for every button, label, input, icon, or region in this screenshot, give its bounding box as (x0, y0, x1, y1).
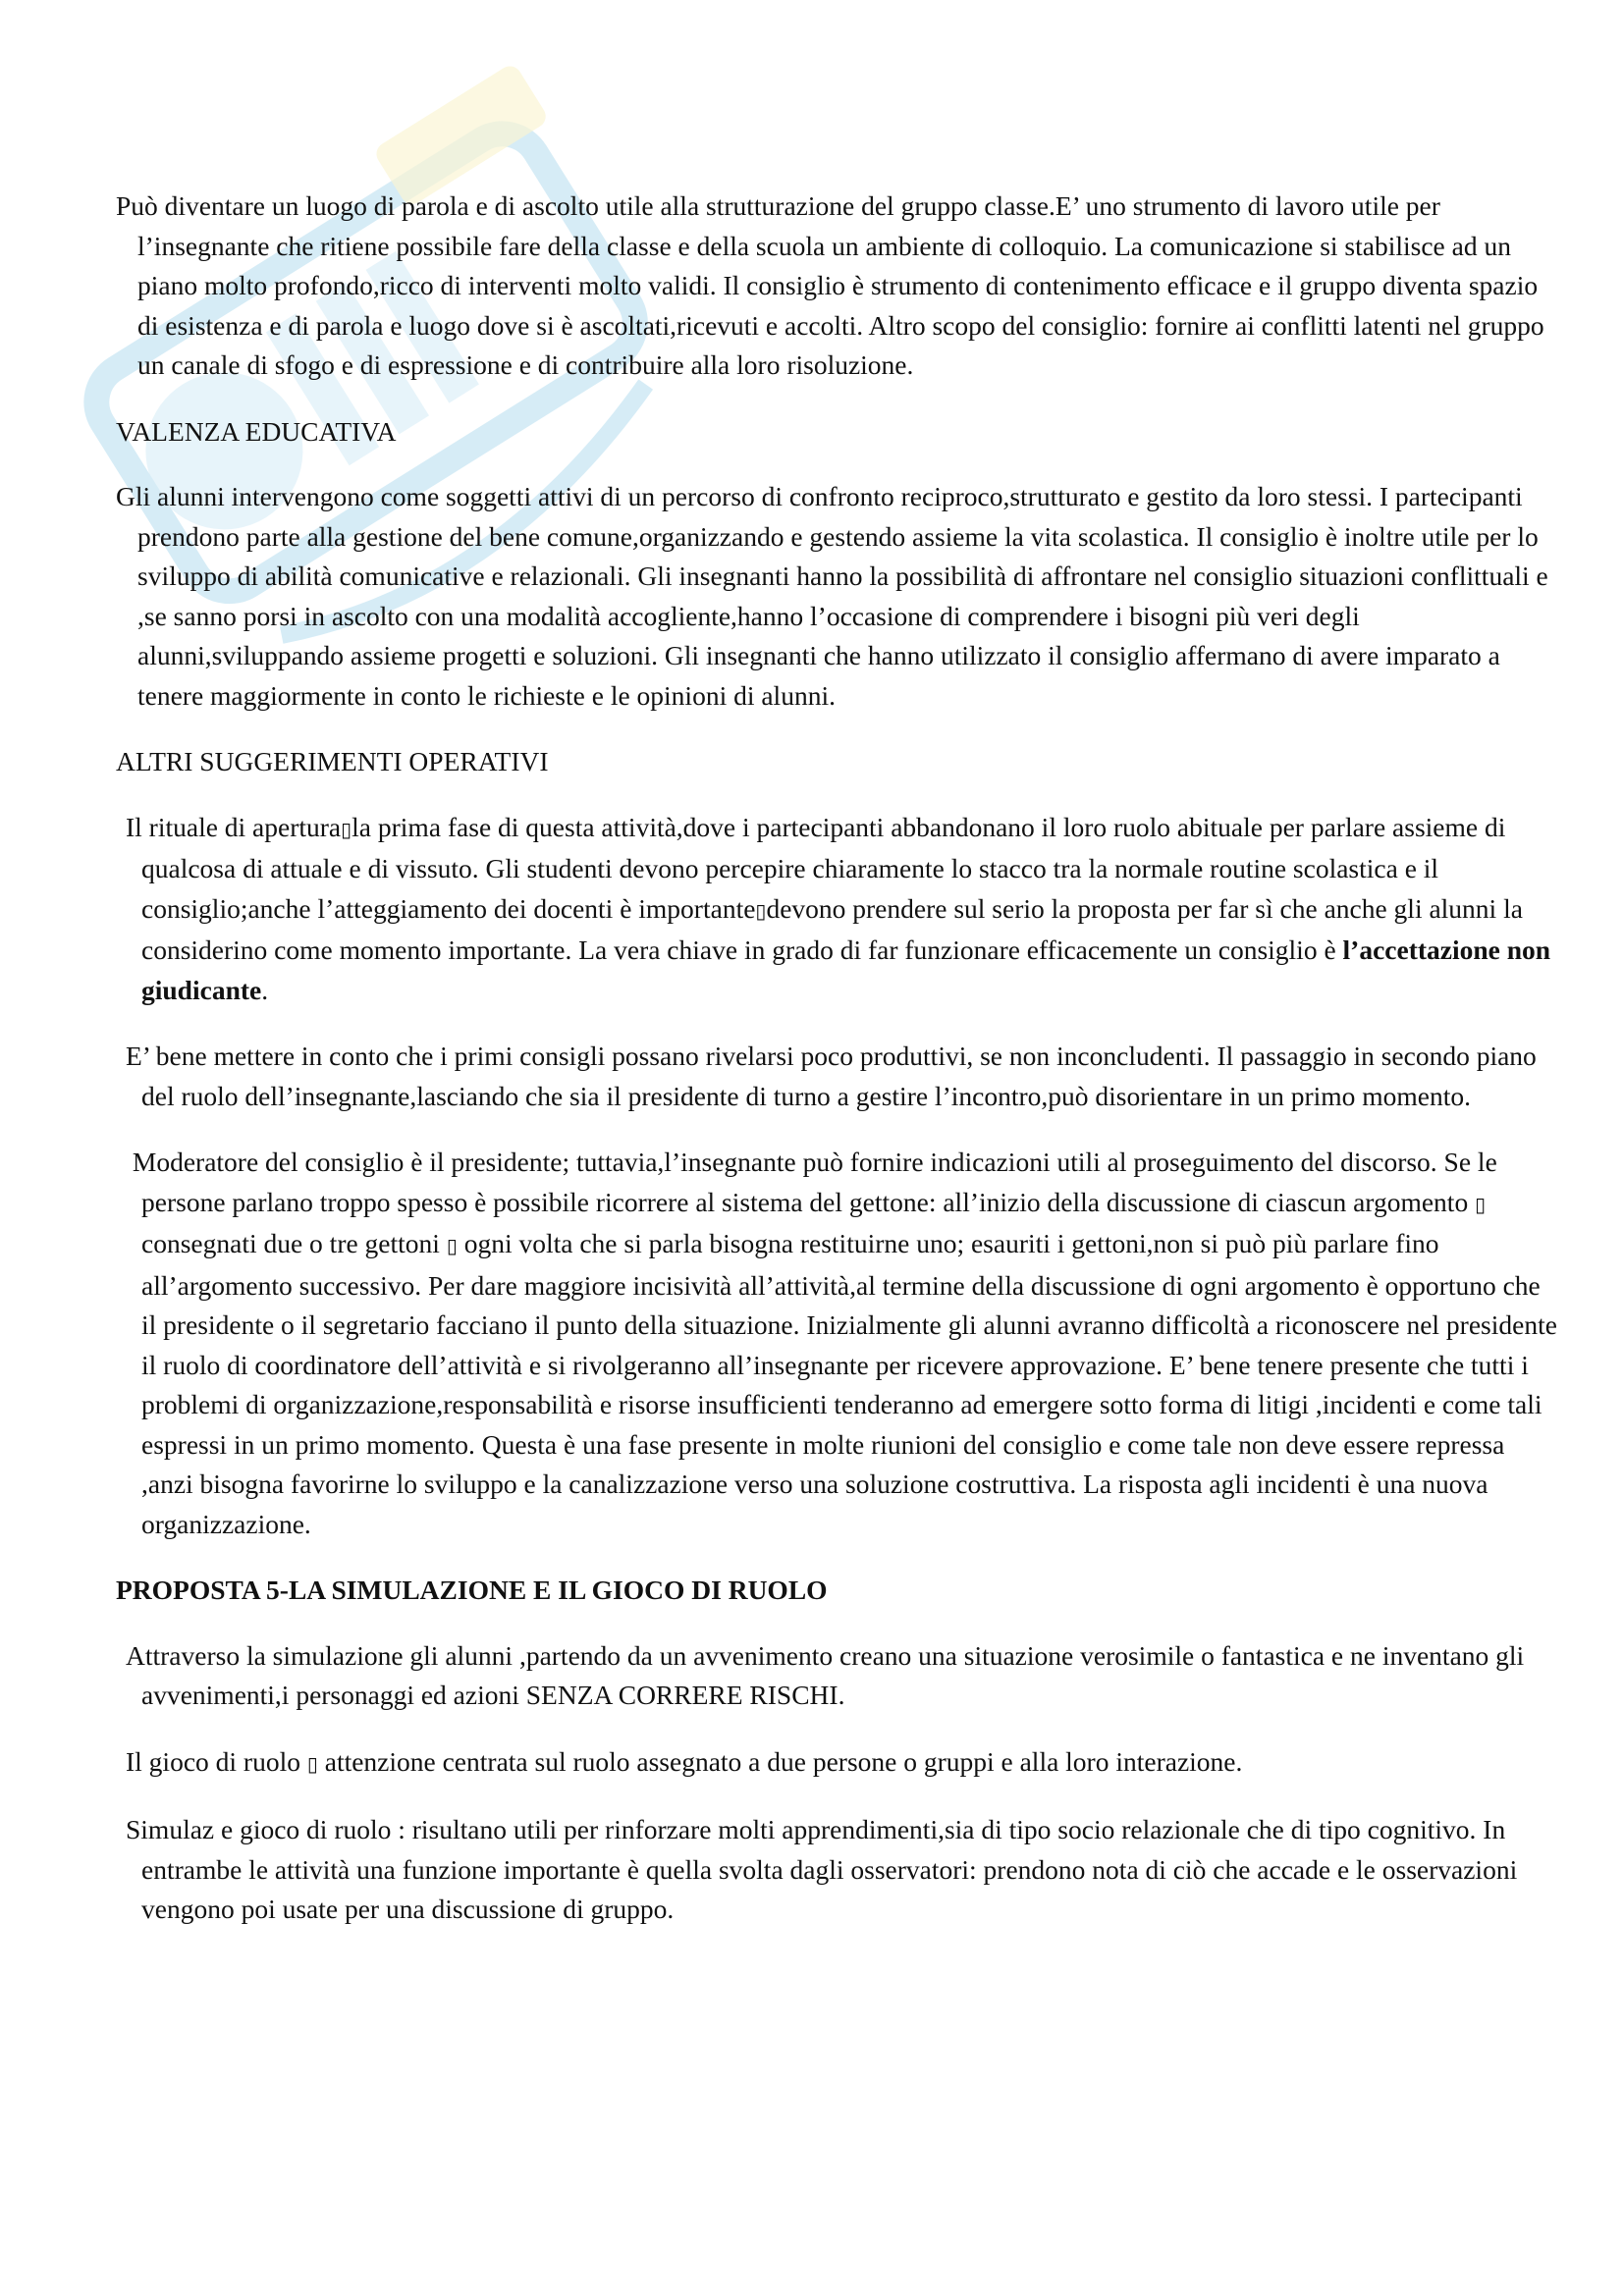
text-segment: attenzione centrata sul ruolo assegnato a due persone o gruppi e alla loro interazione. (317, 1745, 1243, 1777)
paragraph-simulazione: Attraverso la simulazione gli alunni ,partendo da un avvenimento creano una situazione verosimile o fantastica e ne inventano gli avvenimenti,i personaggi ed azioni SENZA CORRERE RISCHI. (126, 1639, 1525, 1710)
text-segment: ogni volta che si parla bisogna restituirne uno; esauriti i gettoni,non si può più parlare fino all’argomento successivo. Per dare maggiore incisività all’attività,al termine della discussione di ogni argomento è opportuno che il presidente o il segretario facciano il punto della situazione. Inizialmente gli alunni avranno difficoltà a riconoscere nel presidente il ruolo di coordinatore dell’attività e si rivolgeranno all’insegnante per ricevere approvazione. E’ bene tenere presente che tutti i problemi di organizzazione,responsabilità e risorse insufficienti tenderanno ad emergere sotto forma di litigi ,incidenti e come tali espressi in un primo momento. Questa è una fase presente in molte riunioni del consiglio e come tale non deve essere repressa ,anzi bisogna favorirne lo sviluppo e la canalizzazione verso una soluzione costruttiva. La risposta agli incidenti è una nuova organizzazione. (141, 1228, 1557, 1539)
paragraph-osservatori: Simulaz e gioco di ruolo : risultano utili per rinforzare molti apprendimenti,sia di tipo socio relazionale che di tipo cognitivo. In entrambe le attività una funzione importante è quella svolta dagli osservatori: prendono nota di ciò che accade e le osservazioni vengono poi usate per una discussione di gruppo. (126, 1814, 1518, 1924)
paragraph-gioco-di-ruolo (116, 1742, 1559, 1785)
document-body (116, 187, 1559, 1956)
bold-phrase: l’accettazione non giudicante (141, 934, 1551, 1005)
heading-proposta-5: PROPOSTA 5-LA SIMULAZIONE E IL GIOCO DI RUOLO (116, 1575, 828, 1605)
paragraph-moderatore (116, 1143, 1559, 1544)
paragraph-valenza: Gli alunni intervengono come soggetti attivi di un percorso di confronto reciproco,strutturato e gestito da loro stessi. I partecipanti prendono parte alla gestione del bene comune,organizzando e gestendo assieme la vita scolastica. Il consiglio è inoltre utile per lo sviluppo di abilità comunicative e relazionali. Gli insegnanti hanno la possibilità di affrontare nel consiglio situazioni conflittuali e ,se sanno porsi in ascolto con una modalità accogliente,hanno l’occasione di comprendere i bisogni più veri degli alunni,sviluppando assieme progetti e soluzioni. Gli insegnanti che hanno utilizzato il consiglio affermano di avere imparato a tenere maggiormente in conto le richieste e le opinioni di alunni. (116, 481, 1548, 711)
placeholder-glyph: ▯ (446, 1234, 458, 1257)
heading-valenza-educativa: VALENZA EDUCATIVA (116, 415, 397, 447)
paragraph-rituale-apertura (116, 808, 1559, 1011)
paragraph-consiglio-intro: Può diventare un luogo di parola e di ascolto utile alla strutturazione del gruppo classe.E’ uno strumento di lavoro utile per l’insegnante che ritiene possibile fare della classe e della scuola un ambiente di colloquio. La comunicazione si stabilisce ad un piano molto profondo,ricco di interventi molto validi. Il consiglio è strumento di contenimento efficace e il gruppo diventa spazio di esistenza e di parola e luogo dove si è ascoltati,ricevuti e accolti. Altro scopo del consiglio: fornire ai conflitti latenti nel gruppo un canale di sfogo e di espressione e di contribuire alla loro risoluzione. (116, 190, 1544, 380)
text-segment: consegnati due o tre gettoni (141, 1228, 447, 1258)
text-segment: Il gioco di ruolo (126, 1745, 307, 1777)
heading-altri-suggerimenti: ALTRI SUGGERIMENTI OPERATIVI (116, 746, 549, 776)
text-segment: Il rituale di apertura (126, 811, 342, 842)
placeholder-glyph: ▯ (341, 817, 352, 841)
text-segment: Moderatore del consiglio è il presidente; tuttavia,l’insegnante può fornire indicazioni utili al proseguimento del discorso. Se le persone parlano troppo spesso è possibile ricorrere al sistema del gettone: all’inizio della discussione di ciascun argomento (132, 1147, 1497, 1217)
placeholder-glyph: ▯ (755, 898, 767, 923)
placeholder-glyph: ▯ (1475, 1192, 1487, 1216)
text-segment: la prima fase di questa attività,dove i partecipanti abbandonano il loro ruolo abituale per parlare assieme di qualcosa di attuale e di vissuto. Gli studenti devono percepire chiaramente lo stacco tra la normale routine scolastica e il consiglio;anche l’atteggiamento dei docenti è importante (141, 811, 1506, 924)
text-segment: . (261, 974, 269, 1005)
placeholder-glyph: ▯ (306, 1751, 318, 1776)
paragraph-primi-consigli: E’ bene mettere in conto che i primi consigli possano rivelarsi poco produttivi, se non inconcludenti. Il passaggio in secondo piano del ruolo dell’insegnante,lasciando che sia il presidente di turno a gestire l’incontro,può disorientare in un primo momento. (126, 1041, 1537, 1111)
text-segment: devono prendere sul serio la proposta per far sì che anche gli alunni la considerino come momento importante. La vera chiave in grado di far funzionare efficacemente un consiglio è (141, 892, 1523, 965)
